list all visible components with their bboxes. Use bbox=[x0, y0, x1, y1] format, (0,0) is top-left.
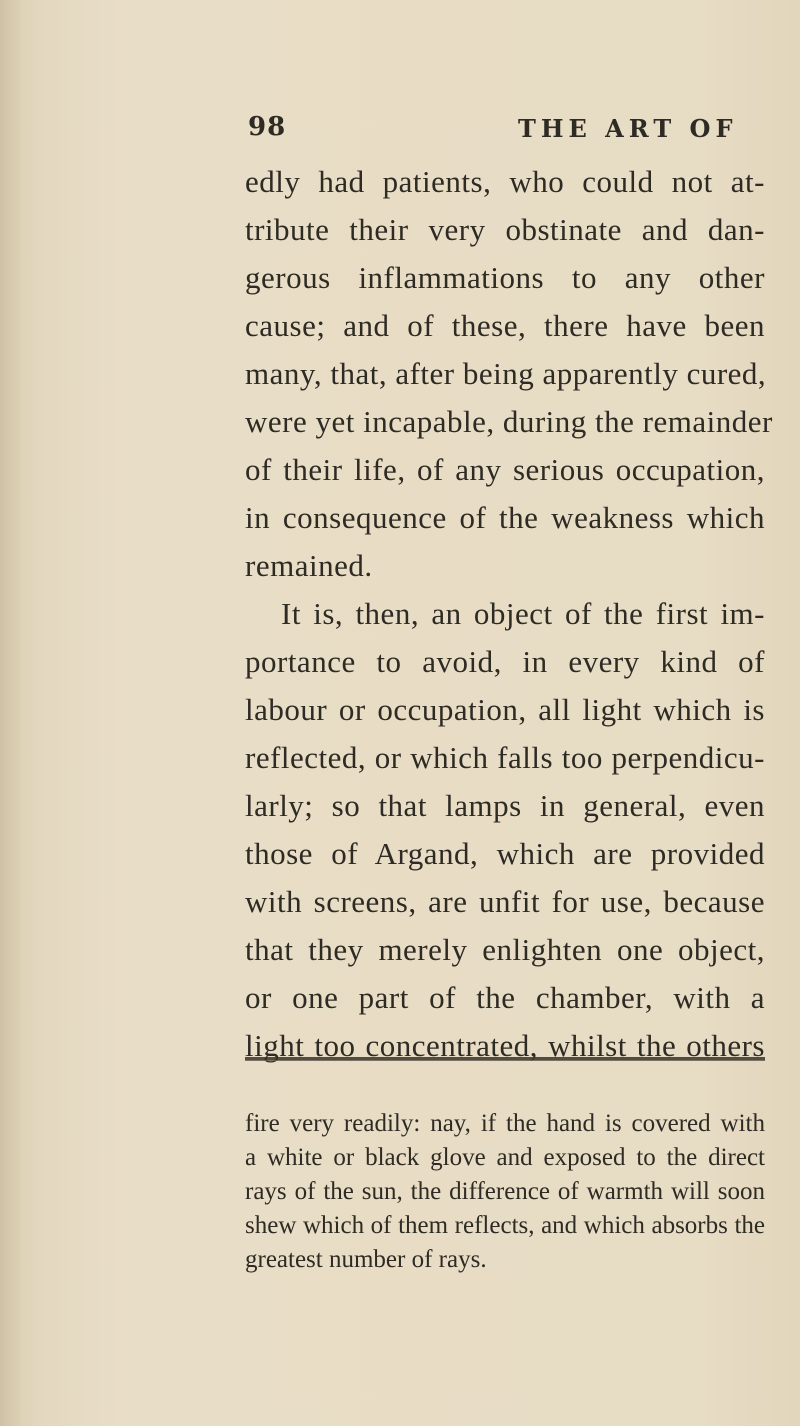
text-line: reflected, or which falls too perpendicu- bbox=[245, 740, 765, 775]
footnote-line: greatest number of rays. bbox=[245, 1246, 487, 1273]
footnote-line: rays of the sun, the difference of warmth will soon bbox=[245, 1178, 765, 1205]
text-line: cause; and of these, there have been bbox=[245, 308, 765, 343]
text-line: edly had patients, who could not at- bbox=[245, 164, 765, 199]
text-line: labour or occupation, all light which is bbox=[245, 692, 765, 727]
text-line: many, that, after being apparently cured, bbox=[245, 356, 767, 391]
footnote bbox=[245, 1107, 765, 1277]
page-header bbox=[248, 112, 760, 152]
main-text bbox=[245, 158, 773, 1070]
text-line: of their life, of any serious occupation, bbox=[245, 452, 765, 487]
text-line: light too concentrated, whilst the others bbox=[245, 1028, 765, 1063]
page-gutter bbox=[0, 0, 22, 1426]
running-head: THE ART OF bbox=[518, 114, 738, 143]
footnote-line: fire very readily: nay, if the hand is covered with bbox=[245, 1110, 765, 1137]
text-line: tribute their very obstinate and dan- bbox=[245, 212, 765, 247]
text-line: those of Argand, which are provided bbox=[245, 836, 765, 871]
text-line: portance to avoid, in every kind of bbox=[245, 644, 765, 679]
text-line: were yet incapable, during the remainder bbox=[245, 404, 773, 439]
text-line: It is, then, an object of the first im- bbox=[281, 596, 765, 631]
text-line: larly; so that lamps in general, even bbox=[245, 788, 765, 823]
text-line: gerous inflammations to any other bbox=[245, 260, 765, 295]
footnote-divider bbox=[245, 1057, 765, 1061]
footnote-line: shew which of them reflects, and which absorbs the bbox=[245, 1212, 765, 1239]
footnote-line: a white or black glove and exposed to the direct bbox=[245, 1144, 765, 1171]
text-line: or one part of the chamber, with a bbox=[245, 980, 765, 1015]
page-number: 98 bbox=[248, 112, 287, 142]
text-line: remained. bbox=[245, 548, 373, 583]
text-line: that they merely enlighten one object, bbox=[245, 932, 765, 967]
text-line: with screens, are unfit for use, because bbox=[245, 884, 765, 919]
text-line: in consequence of the weakness which bbox=[245, 500, 765, 535]
